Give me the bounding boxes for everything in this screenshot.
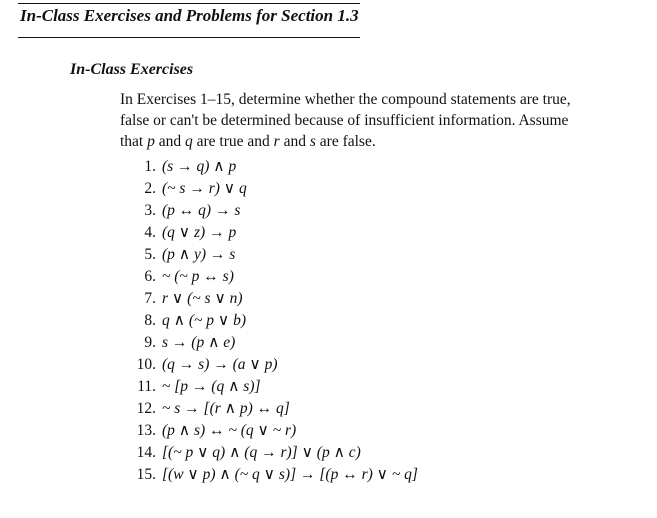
exercise-item [128, 266, 418, 288]
exercise-number: 1. [144, 158, 156, 175]
exercise-expression: (q ∨ z) → p [162, 224, 237, 241]
exercise-item [128, 244, 418, 266]
exercise-expression: (q → s) → (a ∨ p) [162, 356, 278, 373]
exercise-item [128, 420, 418, 442]
exercise-expression: (s → q) ∧ p [162, 158, 237, 175]
title-rule-top [18, 3, 360, 4]
exercise-number: 9. [144, 334, 156, 351]
exercise-expression: [(w ∨ p) ∧ (~ q ∨ s)] → [(p ↔ r) ∨ ~ q] [162, 466, 418, 483]
exercise-expression: (p ↔ q) → s [162, 202, 241, 219]
exercise-item [128, 288, 418, 310]
exercise-expression: (p ∧ y) → s [162, 246, 236, 263]
exercise-number: 15. [136, 466, 156, 483]
exercise-expression: (p ∧ s) ↔ ~ (q ∨ ~ r) [162, 422, 297, 439]
exercise-item [128, 398, 418, 420]
exercise-number: 10. [136, 356, 156, 373]
exercise-item [128, 376, 418, 398]
intro-text-and-2: and [279, 133, 310, 150]
exercise-expression: r ∨ (~ s ∨ n) [162, 290, 243, 307]
intro-var-p: p [147, 133, 155, 150]
intro-text-2: are true and [192, 133, 274, 150]
exercise-number: 11. [137, 378, 156, 395]
section-title: In-Class Exercises and Problems for Section 1.3 [20, 6, 359, 25]
exercise-item [128, 178, 418, 200]
exercise-expression: q ∧ (~ p ∨ b) [162, 312, 247, 329]
exercise-number: 6. [144, 268, 156, 285]
intro-var-q: q [185, 133, 193, 150]
intro-paragraph [120, 89, 590, 152]
exercise-item [128, 222, 418, 244]
exercise-list [128, 156, 418, 486]
exercise-expression: ~ (~ p ↔ s) [162, 268, 234, 285]
exercise-number: 4. [144, 224, 156, 241]
subheading: In-Class Exercises [70, 61, 194, 78]
exercise-number: 13. [136, 422, 156, 439]
intro-text-1: In Exercises 1–15, determine whether the compound statements are true, false or can't be determined because of insufficient information. Assume that [120, 91, 571, 150]
exercise-number: 5. [144, 246, 156, 263]
exercise-number: 2. [144, 180, 156, 197]
exercise-item [128, 310, 418, 332]
exercise-expression: ~ s → [(r ∧ p) ↔ q] [162, 400, 290, 417]
intro-var-s: s [309, 133, 316, 150]
exercise-expression: s → (p ∧ e) [162, 334, 236, 351]
exercise-item [128, 464, 418, 486]
exercise-number: 12. [136, 400, 156, 417]
exercise-item [128, 354, 418, 376]
exercise-item [128, 332, 418, 354]
exercise-expression: [(~ p ∨ q) ∧ (q → r)] ∨ (p ∧ c) [162, 444, 361, 461]
exercise-number: 14. [136, 444, 156, 461]
exercise-item [128, 156, 418, 178]
exercise-number: 8. [144, 312, 156, 329]
exercise-number: 3. [144, 202, 156, 219]
title-rule-bottom [18, 37, 360, 38]
intro-text-and-1: and [154, 133, 186, 150]
intro-text-3: are false. [315, 133, 376, 150]
exercise-item [128, 200, 418, 222]
exercise-expression: (~ s → r) ∨ q [162, 180, 247, 197]
intro-var-r: r [273, 133, 280, 150]
exercise-item [128, 442, 418, 464]
exercise-expression: ~ [p → (q ∧ s)] [162, 378, 261, 395]
exercise-number: 7. [144, 290, 156, 307]
